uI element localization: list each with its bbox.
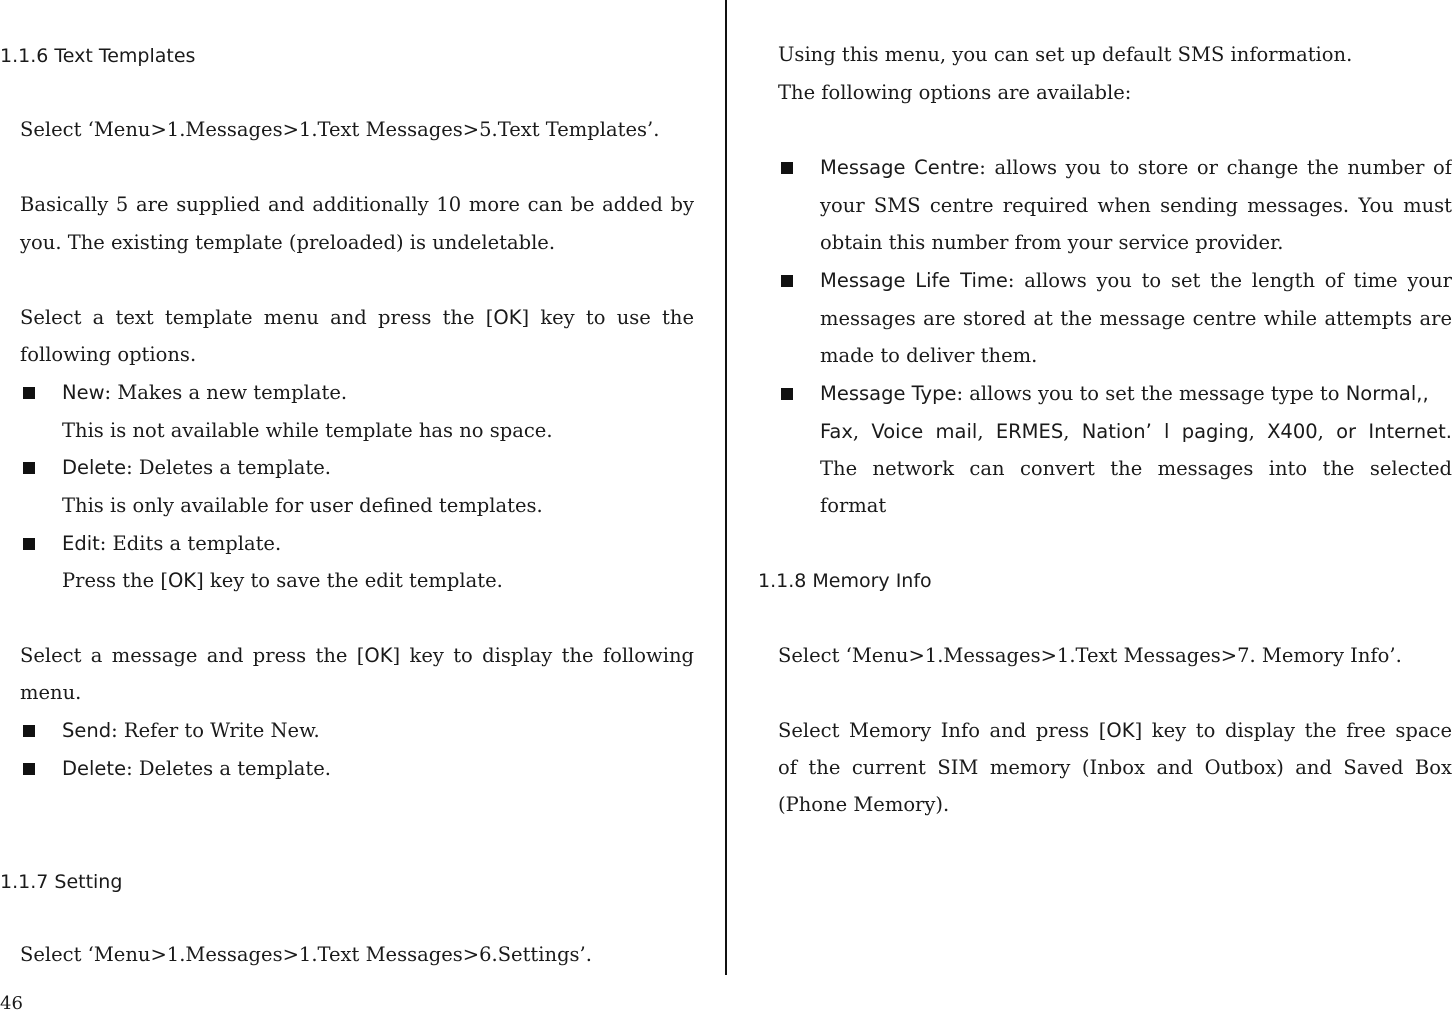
paragraph-line: Basically 5 are supplied and additionally 10 more can be added by [20,193,694,216]
bullet-icon [23,538,35,550]
bullet-icon [781,275,793,287]
paragraph-line: Select a text template menu and press the [OK] key to use the [20,306,694,329]
menu-path-settings: Select ‘Menu>1.Messages>1.Text Messages>6.Settings’. [20,943,592,966]
paragraph-line: following options. [20,343,197,366]
bullet-icon [23,725,35,737]
paragraph-line: obtain this number from your service provider. [820,231,1284,254]
option-note: This is not available while template has no space. [62,419,553,442]
option-message-life-time: Message Life Time: allows you to set the length of time your [820,269,1452,292]
option-delete-message: Delete: Deletes a template. [62,757,331,780]
bullet-icon [781,162,793,174]
paragraph-line: Select Memory Info and press [OK] key to display the free space [778,719,1452,742]
menu-path-memory-info: Select ‘Menu>1.Messages>1.Text Messages>7. Memory Info’. [778,644,1402,667]
ok-key-label: OK [1106,719,1135,742]
paragraph-line: made to deliver them. [820,344,1038,367]
option-note: This is only available for user defined templates. [62,494,543,517]
option-send: Send: Refer to Write New. [62,719,320,742]
column-divider [725,0,727,975]
paragraph-line: format [820,494,887,517]
option-delete: Delete: Deletes a template. [62,456,331,479]
paragraph-line: Using this menu, you can set up default SMS information. [778,43,1353,66]
ok-key-label: OK [493,306,522,329]
option-new: New: Makes a new template. [62,381,348,404]
paragraph-line: your SMS centre required when sending messages. You must [820,194,1452,217]
bullet-icon [23,462,35,474]
paragraph-line: The following options are available: [778,81,1132,104]
menu-path-text-templates: Select ‘Menu>1.Messages>1.Text Messages>5.Text Templates’. [20,118,660,141]
paragraph-line: messages are stored at the message centre while attempts are [820,307,1452,330]
page-number: 46 [0,993,23,1014]
option-message-type: Message Type: allows you to set the message type to Normal,, [820,382,1429,405]
message-type-list: Fax, Voice mail, ERMES, Nation’ l paging, X400, or Internet. [820,420,1452,443]
paragraph-line: of the current SIM memory (Inbox and Outbox) and Saved Box [778,756,1452,779]
bullet-icon [23,763,35,775]
option-message-centre: Message Centre: allows you to store or change the number of [820,156,1452,179]
option-note: Press the [OK] key to save the edit template. [62,569,503,592]
paragraph-line: Select a message and press the [OK] key to display the following [20,644,694,667]
paragraph-line: The network can convert the messages into the selected [820,457,1452,480]
bullet-icon [23,387,35,399]
ok-key-label: OK [364,644,393,667]
option-edit: Edit: Edits a template. [62,532,282,555]
paragraph-line: you. The existing template (preloaded) is undeletable. [20,231,556,254]
section-heading-text-templates: 1.1.6 Text Templates [0,45,196,67]
paragraph-line: (Phone Memory). [778,793,950,816]
section-heading-memory-info: 1.1.8 Memory Info [758,570,932,592]
bullet-icon [781,388,793,400]
paragraph-line: menu. [20,681,82,704]
section-heading-setting: 1.1.7 Setting [0,871,123,893]
ok-key-label: OK [167,569,197,592]
